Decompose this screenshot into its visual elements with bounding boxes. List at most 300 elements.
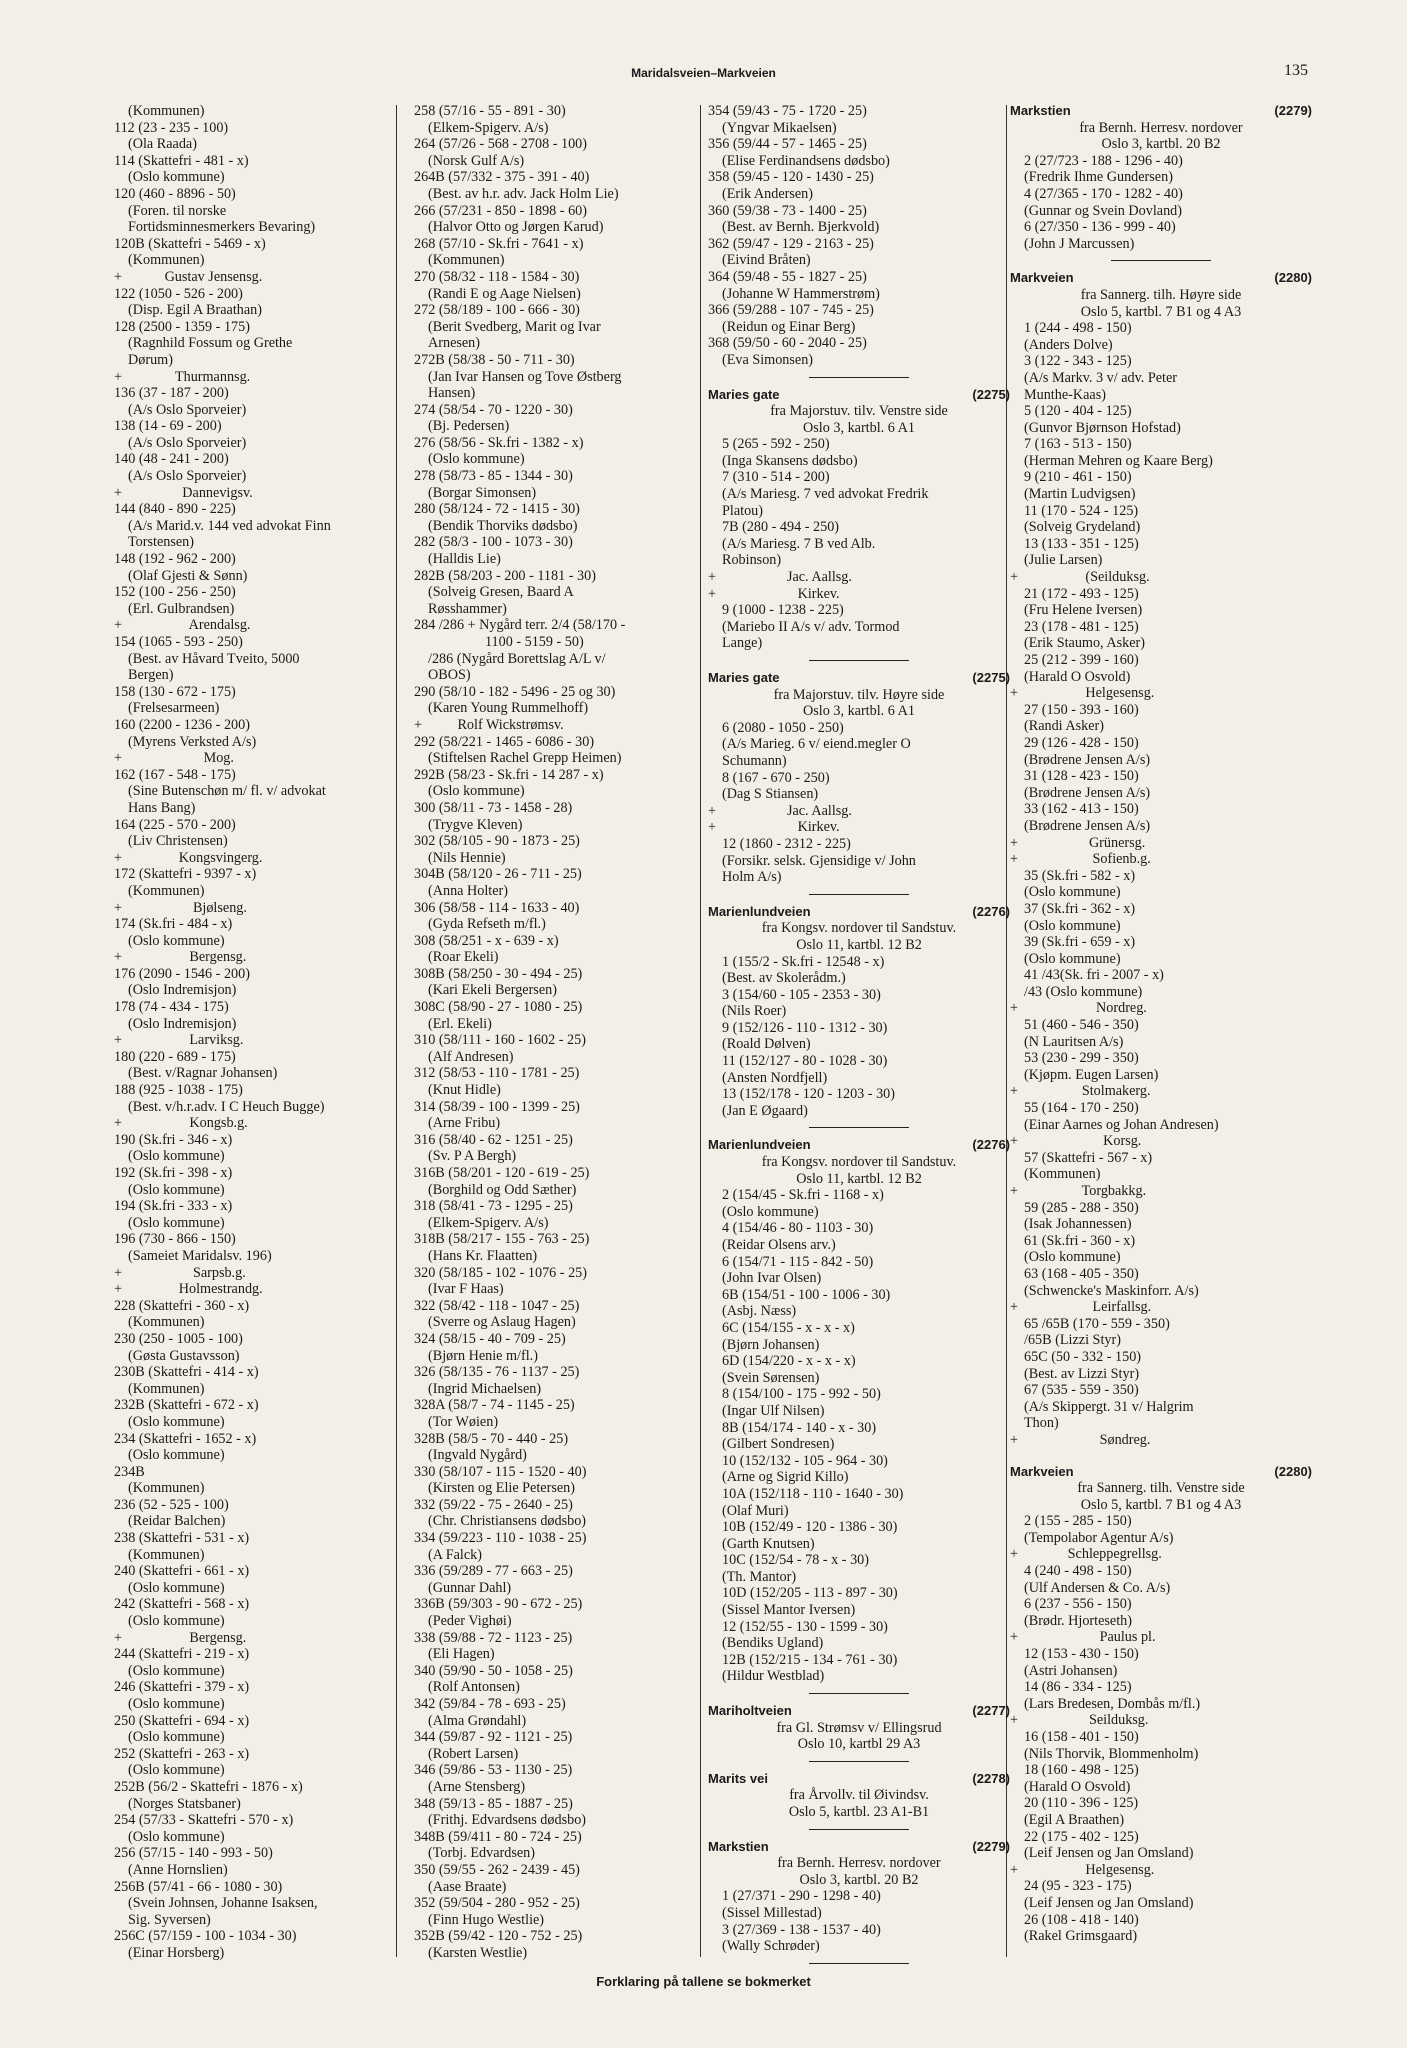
address-entry: 328B (58/5 - 70 - 440 - 25) bbox=[414, 1430, 569, 1447]
street-name: Marienlundveien bbox=[708, 1137, 811, 1153]
address-entry: 164 (225 - 570 - 200) bbox=[114, 816, 236, 833]
street-description: Oslo 3, kartbl. 6 A1 bbox=[803, 703, 915, 720]
street-heading bbox=[708, 904, 1010, 921]
section-separator bbox=[809, 377, 909, 378]
directory-columns bbox=[114, 103, 1312, 1963]
address-entry: 362 (59/47 - 129 - 2163 - 25) bbox=[708, 235, 874, 252]
street-description: Oslo 3, kartbl. 6 A1 bbox=[803, 419, 915, 436]
cross-street-marker: + Jac. Aallsg. bbox=[708, 802, 852, 819]
address-entry: 334 (59/223 - 110 - 1038 - 25) bbox=[414, 1530, 587, 1547]
owner-entry: (Kommunen) bbox=[128, 1546, 205, 1563]
cross-street-marker: + Helgesensg. bbox=[1010, 685, 1155, 702]
owner-entry: (Olaf Muri) bbox=[722, 1502, 789, 1519]
address-entry: 344 (59/87 - 92 - 1121 - 25) bbox=[414, 1729, 573, 1746]
owner-entry: (Kommunen) bbox=[128, 1314, 205, 1331]
address-entry: 330 (58/107 - 115 - 1520 - 40) bbox=[414, 1463, 587, 1480]
address-entry: 314 (58/39 - 100 - 1399 - 25) bbox=[414, 1098, 580, 1115]
owner-entry: 65 /65B (170 - 559 - 350) bbox=[1024, 1315, 1170, 1332]
owner-entry: 6 (154/71 - 115 - 842 - 50) bbox=[722, 1253, 874, 1270]
street-description: fra Gl. Strømsv v/ Ellingsrud bbox=[776, 1719, 942, 1736]
owner-entry: (Th. Mantor) bbox=[722, 1568, 797, 1585]
owner-entry: (Leif Jensen og Jan Omsland) bbox=[1024, 1894, 1194, 1911]
owner-entry: 5 (265 - 592 - 250) bbox=[722, 436, 830, 453]
address-entry: 282B (58/203 - 200 - 1181 - 30) bbox=[414, 567, 596, 584]
owner-entry: (Ragnhild Fossum og Grethe bbox=[128, 335, 293, 352]
owner-entry: 10C (152/54 - 78 - x - 30) bbox=[722, 1552, 869, 1569]
address-entry: 306 (58/58 - 114 - 1633 - 40) bbox=[414, 899, 580, 916]
owner-entry: (Anna Holter) bbox=[428, 882, 508, 899]
section-separator bbox=[1111, 260, 1211, 261]
owner-entry: (Oslo Indremisjon) bbox=[128, 982, 237, 999]
owner-entry: (Julie Larsen) bbox=[1024, 552, 1103, 569]
owner-entry: 7 (163 - 513 - 150) bbox=[1024, 436, 1132, 453]
owner-entry: (John Ivar Olsen) bbox=[722, 1270, 822, 1287]
section-separator bbox=[809, 1963, 909, 1964]
address-entry: 256 (57/15 - 140 - 993 - 50) bbox=[114, 1845, 273, 1862]
address-entry: 312 (58/53 - 110 - 1781 - 25) bbox=[414, 1065, 580, 1082]
owner-entry: (Tor Wøien) bbox=[428, 1413, 499, 1430]
address-entry: 350 (59/55 - 262 - 2439 - 45) bbox=[414, 1861, 580, 1878]
owner-entry: (Robert Larsen) bbox=[428, 1745, 519, 1762]
address-entry: 342 (59/84 - 78 - 693 - 25) bbox=[414, 1696, 566, 1712]
section-separator bbox=[809, 894, 909, 895]
owner-entry: 13 (152/178 - 120 - 1203 - 30) bbox=[722, 1086, 895, 1103]
street-heading bbox=[1010, 103, 1312, 120]
owner-entry: 2 (27/723 - 188 - 1296 - 40) bbox=[1024, 152, 1183, 169]
owner-entry: (Gunvor Bjørnson Hofstad) bbox=[1024, 419, 1181, 436]
owner-entry: (Eivind Bråten) bbox=[722, 252, 811, 269]
owner-entry: (Sissel Millestad) bbox=[722, 1904, 822, 1921]
owner-entry: 20 (110 - 396 - 125) bbox=[1024, 1795, 1139, 1812]
address-entry: 348 (59/13 - 85 - 1887 - 25) bbox=[414, 1795, 573, 1812]
cross-street-marker: + Leirfallsg. bbox=[1010, 1299, 1152, 1316]
owner-entry: Robinson) bbox=[722, 552, 782, 569]
address-entry: 250 (Skattefri - 694 - x) bbox=[114, 1712, 250, 1729]
cross-street-marker: + Helgesensg. bbox=[1010, 1861, 1155, 1878]
owner-entry: 6B (154/51 - 100 - 1006 - 30) bbox=[722, 1286, 891, 1303]
address-entry: 272 (58/189 - 100 - 666 - 30) bbox=[414, 302, 580, 319]
owner-entry: 41 /43(Sk. fri - 2007 - x) bbox=[1024, 967, 1164, 984]
cross-street-marker: + Rolf Wickstrømsv. bbox=[414, 716, 564, 733]
owner-entry: 6 (27/350 - 136 - 999 - 40) bbox=[1024, 219, 1176, 236]
owner-entry: 27 (150 - 393 - 160) bbox=[1024, 701, 1139, 718]
owner-entry: 16 (158 - 401 - 150) bbox=[1024, 1729, 1139, 1745]
owner-entry: (Alf Andresen) bbox=[428, 1048, 514, 1065]
owner-entry: (Borghild og Odd Sæther) bbox=[428, 1181, 577, 1198]
owner-entry: (Arne Fribu) bbox=[428, 1115, 501, 1132]
address-entry: 348B (59/411 - 80 - 724 - 25) bbox=[414, 1828, 582, 1845]
address-entry: 346 (59/86 - 53 - 1130 - 25) bbox=[414, 1762, 573, 1779]
street-heading bbox=[1010, 270, 1312, 287]
owner-entry: (Ingrid Michaelsen) bbox=[428, 1380, 542, 1397]
street-description: fra Sannerg. tilh. Venstre side bbox=[1077, 1480, 1245, 1497]
owner-entry: (Mariebo II A/s v/ adv. Tormod bbox=[722, 618, 900, 635]
street-code: (2275) bbox=[972, 670, 1010, 685]
address-entry: 180 (220 - 689 - 175) bbox=[114, 1048, 236, 1065]
owner-entry: (Karsten Westlie) bbox=[428, 1944, 528, 1961]
owner-entry: (Sameiet Maridalsv. 196) bbox=[128, 1247, 272, 1264]
owner-entry: (Sissel Mantor Iversen) bbox=[722, 1602, 856, 1619]
owner-entry: (Leif Jensen og Jan Omsland) bbox=[1024, 1845, 1194, 1862]
owner-entry: (Oslo kommune) bbox=[128, 1828, 225, 1845]
street-description: fra Sannerg. tilh. Høyre side bbox=[1080, 286, 1242, 303]
owner-entry: (Best. av Lizzi Styr) bbox=[1024, 1365, 1140, 1382]
owner-entry: (Ola Raada) bbox=[128, 136, 197, 153]
address-entry: 336 (59/289 - 77 - 663 - 25) bbox=[414, 1563, 573, 1580]
street-description: fra Kongsv. nordover til Sandstuv. bbox=[761, 920, 957, 937]
owner-entry: (Svein Johnsen, Johanne Isaksen, bbox=[128, 1895, 318, 1912]
column-divider bbox=[396, 105, 397, 1957]
owner-entry: (Oslo kommune) bbox=[128, 932, 225, 949]
address-entry: 154 (1065 - 593 - 250) bbox=[114, 634, 243, 650]
owner-entry: 8B (154/174 - 140 - x - 30) bbox=[722, 1419, 877, 1436]
owner-entry: 21 (172 - 493 - 125) bbox=[1024, 585, 1139, 602]
owner-entry: (A/s Mariesg. 7 B ved Alb. bbox=[722, 535, 876, 552]
owner-entry: 6 (2080 - 1050 - 250) bbox=[722, 719, 844, 736]
owner-entry: (Oslo kommune) bbox=[128, 1579, 225, 1596]
owner-entry: (Astri Johansen) bbox=[1024, 1662, 1118, 1679]
owner-entry: (Sv. P A Bergh) bbox=[428, 1148, 517, 1165]
owner-entry: (Foren. til norske bbox=[128, 202, 227, 219]
cross-street-marker: + Arendalsg. bbox=[114, 617, 251, 634]
address-entry: 192 (Sk.fri - 398 - x) bbox=[114, 1165, 233, 1181]
street-code: (2278) bbox=[972, 1770, 1010, 1786]
street-heading bbox=[708, 1703, 1010, 1720]
cross-street-marker: + Larviksg. bbox=[114, 1032, 244, 1049]
owner-entry: (Anne Hornslien) bbox=[128, 1861, 228, 1878]
owner-entry: 3 (154/60 - 105 - 2353 - 30) bbox=[722, 986, 881, 1003]
owner-entry: 55 (164 - 170 - 250) bbox=[1024, 1100, 1139, 1117]
street-description: fra Årvollv. til Øivindsv. bbox=[789, 1787, 929, 1804]
street-code: (2280) bbox=[1274, 270, 1312, 286]
owner-entry: (Fru Helene Iversen) bbox=[1024, 602, 1143, 619]
cross-street-marker: + (Seilduksg. bbox=[1010, 569, 1150, 586]
owner-entry: (A/s Markv. 3 v/ adv. Peter bbox=[1024, 369, 1178, 386]
column-4 bbox=[1010, 103, 1312, 1945]
owner-entry: (Sverre og Aslaug Hagen) bbox=[428, 1314, 576, 1331]
owner-entry: (Roar Ekeli) bbox=[428, 949, 499, 966]
owner-entry: (Inga Skansens dødsbo) bbox=[722, 452, 858, 469]
owner-entry: (Roald Dølven) bbox=[722, 1036, 811, 1053]
owner-entry: 8 (167 - 670 - 250) bbox=[722, 769, 830, 786]
address-entry: 234 (Skattefri - 1652 - x) bbox=[114, 1430, 257, 1447]
owner-entry: (Rolf Antonsen) bbox=[428, 1679, 520, 1696]
street-code: (2277) bbox=[972, 1703, 1010, 1719]
street-name: Marits vei bbox=[708, 1770, 768, 1786]
owner-entry: (Kirsten og Elie Petersen) bbox=[428, 1480, 575, 1497]
street-name: Markstien bbox=[1010, 103, 1071, 118]
section-separator bbox=[809, 1693, 909, 1694]
address-entry: 292B (58/23 - Sk.fri - 14 287 - x) bbox=[414, 766, 604, 783]
section-gap bbox=[1010, 1449, 1312, 1464]
section-separator bbox=[809, 1761, 909, 1762]
owner-entry: 12 (153 - 430 - 150) bbox=[1024, 1646, 1139, 1663]
owner-entry: 5 (120 - 404 - 125) bbox=[1024, 403, 1132, 420]
address-entry: 320 (58/185 - 102 - 1076 - 25) bbox=[414, 1264, 587, 1281]
address-entry: 188 (925 - 1038 - 175) bbox=[114, 1082, 243, 1099]
owner-entry: (Best. av h.r. adv. Jack Holm Lie) bbox=[428, 185, 619, 202]
owner-entry: Torstensen) bbox=[128, 534, 194, 551]
owner-entry: (Gyda Refseth m/fl.) bbox=[428, 916, 546, 933]
owner-entry: 4 (240 - 498 - 150) bbox=[1024, 1563, 1132, 1580]
owner-entry: Schumann) bbox=[722, 752, 787, 769]
address-entry: 178 (74 - 434 - 175) bbox=[114, 999, 229, 1016]
column-3 bbox=[708, 103, 1010, 1973]
owner-entry: (Anders Dolve) bbox=[1024, 336, 1113, 353]
owner-entry: (Gunnar og Svein Dovland) bbox=[1024, 202, 1183, 219]
owner-entry: OBOS) bbox=[428, 667, 471, 684]
owner-entry: 22 (175 - 402 - 125) bbox=[1024, 1828, 1139, 1845]
address-entry: 176 (2090 - 1546 - 200) bbox=[114, 965, 250, 982]
address-entry: 252B (56/2 - Skattefri - 1876 - x) bbox=[114, 1778, 303, 1795]
owner-entry: 7 (310 - 514 - 200) bbox=[722, 469, 830, 486]
owner-entry: (Oslo kommune) bbox=[128, 169, 225, 186]
owner-entry: Munthe-Kaas) bbox=[1024, 386, 1106, 403]
address-entry: 266 (57/231 - 850 - 1898 - 60) bbox=[414, 202, 587, 219]
owner-entry: Sig. Syversen) bbox=[128, 1911, 211, 1928]
owner-entry: (Oslo kommune) bbox=[128, 1729, 225, 1746]
owner-entry: (Norges Statsbaner) bbox=[128, 1795, 241, 1812]
cross-street-marker: + Schleppegrellsg. bbox=[1010, 1546, 1162, 1563]
owner-entry: (Dag S Stiansen) bbox=[722, 786, 819, 803]
owner-entry: 2 (155 - 285 - 150) bbox=[1024, 1513, 1132, 1530]
owner-entry: (Fredrik Ihme Gundersen) bbox=[1024, 169, 1173, 186]
street-name: Marienlundveien bbox=[708, 903, 811, 919]
owner-entry: (Best. v/Ragnar Johansen) bbox=[128, 1065, 278, 1082]
owner-entry: 14 (86 - 334 - 125) bbox=[1024, 1679, 1132, 1696]
address-entry: 232B (Skattefri - 672 - x) bbox=[114, 1397, 259, 1414]
owner-entry: (Gunnar Dahl) bbox=[428, 1579, 512, 1596]
owner-entry: (Oslo kommune) bbox=[128, 1413, 225, 1430]
owner-entry: (Oslo kommune) bbox=[128, 1762, 225, 1779]
owner-entry: Hans Bang) bbox=[128, 799, 196, 816]
owner-entry: (Kommunen) bbox=[128, 1480, 205, 1497]
owner-entry: (Eli Hagen) bbox=[428, 1646, 495, 1663]
street-description: Oslo 5, kartbl. 7 B1 og 4 A3 bbox=[1080, 303, 1242, 320]
owner-entry: (Oslo kommune) bbox=[128, 1662, 225, 1679]
address-entry: 128 (2500 - 1359 - 175) bbox=[114, 318, 250, 335]
owner-entry: (Jan E Øgaard) bbox=[722, 1102, 808, 1119]
owner-entry: (Best. av Håvard Tveito, 5000 bbox=[128, 650, 300, 667]
cross-street-marker: + Sarpsb.g. bbox=[114, 1264, 246, 1281]
address-entry: 238 (Skattefri - 531 - x) bbox=[114, 1530, 250, 1547]
address-entry: 190 (Sk.fri - 346 - x) bbox=[114, 1131, 233, 1148]
cross-street-marker: + Korsg. bbox=[1010, 1133, 1142, 1150]
street-heading bbox=[1010, 1464, 1312, 1481]
owner-entry: (Olaf Gjesti & Sønn) bbox=[128, 567, 248, 584]
cross-street-marker: + Mog. bbox=[114, 750, 234, 767]
cross-street-marker: + Kirkev. bbox=[708, 819, 840, 836]
owner-entry: (Oslo kommune) bbox=[428, 451, 525, 468]
cross-street-marker: + Seilduksg. bbox=[1010, 1712, 1149, 1729]
address-entry: 240 (Skattefri - 661 - x) bbox=[114, 1563, 250, 1580]
page-header bbox=[0, 62, 1407, 84]
owner-entry: (Norsk Gulf A/s) bbox=[428, 152, 525, 169]
street-code: (2279) bbox=[972, 1838, 1010, 1854]
owner-entry: (A/s Skippergt. 31 v/ Halgrim bbox=[1024, 1398, 1194, 1415]
owner-entry: Dørum) bbox=[128, 351, 173, 368]
owner-entry: 11 (152/127 - 80 - 1028 - 30) bbox=[722, 1053, 888, 1070]
address-entry: 368 (59/50 - 60 - 2040 - 25) bbox=[708, 335, 867, 352]
section-separator bbox=[809, 1127, 909, 1128]
address-entry: 324 (58/15 - 40 - 709 - 25) bbox=[414, 1330, 566, 1347]
address-entry: 336B (59/303 - 90 - 672 - 25) bbox=[414, 1596, 583, 1613]
address-entry: 236 (52 - 525 - 100) bbox=[114, 1496, 229, 1513]
address-entry: 270 (58/32 - 118 - 1584 - 30) bbox=[414, 268, 580, 285]
owner-entry: (Aase Braate) bbox=[428, 1878, 507, 1895]
owner-entry: (Kommunen) bbox=[428, 252, 505, 269]
address-entry: 352 (59/504 - 280 - 952 - 25) bbox=[414, 1895, 580, 1912]
owner-entry: (Reidar Balchen) bbox=[128, 1513, 226, 1530]
address-entry: 276 (58/56 - Sk.fri - 1382 - x) bbox=[414, 434, 584, 451]
owner-entry: 9 (152/126 - 110 - 1312 - 30) bbox=[722, 1019, 888, 1036]
owner-entry: Thon) bbox=[1024, 1415, 1059, 1432]
owner-entry: /286 (Nygård Borettslag A/L v/ bbox=[428, 650, 606, 667]
street-code: (2276) bbox=[972, 1137, 1010, 1153]
owner-entry: Hansen) bbox=[428, 385, 476, 402]
address-entry: 280 (58/124 - 72 - 1415 - 30) bbox=[414, 501, 580, 518]
address-entry: 316B (58/201 - 120 - 619 - 25) bbox=[414, 1165, 590, 1181]
cross-street-marker: + Sofienb.g. bbox=[1010, 851, 1151, 868]
address-entry: 316 (58/40 - 62 - 1251 - 25) bbox=[414, 1131, 573, 1148]
owner-entry: (Elkem-Spigerv. A/s) bbox=[428, 1214, 549, 1231]
owner-entry: 1 (155/2 - Sk.fri - 12548 - x) bbox=[722, 953, 885, 970]
owner-entry: (Reidar Olsens arv.) bbox=[722, 1237, 836, 1253]
owner-entry: (Brødrene Jensen A/s) bbox=[1024, 784, 1151, 801]
cross-street-marker: + Holmestrandg. bbox=[114, 1281, 263, 1298]
running-header-title: Maridalsveien–Markveien bbox=[631, 66, 776, 80]
address-entry: 308 (58/251 - x - 639 - x) bbox=[414, 932, 559, 949]
owner-entry: (Alma Grøndahl) bbox=[428, 1712, 527, 1729]
column-2 bbox=[414, 103, 704, 1962]
street-heading bbox=[708, 1137, 1010, 1154]
owner-entry: (Karen Young Rummelhoff) bbox=[428, 700, 589, 717]
owner-entry: (Ingar Ulf Nilsen) bbox=[722, 1402, 825, 1419]
street-description: fra Majorstuv. tilv. Høyre side bbox=[773, 686, 945, 703]
address-entry: 160 (2200 - 1236 - 200) bbox=[114, 716, 250, 733]
cross-street-marker: + Torgbakkg. bbox=[1010, 1183, 1147, 1199]
owner-entry: 4 (154/46 - 80 - 1103 - 30) bbox=[722, 1220, 874, 1237]
owner-entry: 10 (152/132 - 105 - 964 - 30) bbox=[722, 1452, 888, 1469]
owner-entry: 3 (27/369 - 138 - 1537 - 40) bbox=[722, 1921, 881, 1938]
owner-entry: (Oslo kommune) bbox=[1024, 1249, 1121, 1266]
owner-entry: 9 (210 - 461 - 150) bbox=[1024, 469, 1132, 486]
owner-entry: (Eva Simonsen) bbox=[722, 351, 814, 368]
address-entry: 322 (58/42 - 118 - 1047 - 25) bbox=[414, 1297, 580, 1314]
owner-entry: 8 (154/100 - 175 - 992 - 50) bbox=[722, 1386, 881, 1403]
owner-entry: 10D (152/205 - 113 - 897 - 30) bbox=[722, 1585, 898, 1602]
owner-entry: (Harald O Osvold) bbox=[1024, 668, 1131, 685]
owner-entry: (Brødr. Hjorteseth) bbox=[1024, 1612, 1132, 1629]
address-entry: 120B (Skattefri - 5469 - x) bbox=[114, 235, 266, 252]
address-entry: 158 (130 - 672 - 175) bbox=[114, 683, 236, 700]
address-entry: 310 (58/111 - 160 - 1602 - 25) bbox=[414, 1032, 586, 1049]
owner-entry: (Solveig Grydeland) bbox=[1024, 519, 1141, 536]
address-entry: 352B (59/42 - 120 - 752 - 25) bbox=[414, 1928, 583, 1945]
address-entry: 152 (100 - 256 - 250) bbox=[114, 584, 236, 601]
owner-entry: (Brødrene Jensen A/s) bbox=[1024, 751, 1151, 768]
address-entry: 242 (Skattefri - 568 - x) bbox=[114, 1596, 250, 1613]
address-entry: 264B (57/332 - 375 - 391 - 40) bbox=[414, 169, 590, 186]
street-description: Oslo 10, kartbl 29 A3 bbox=[797, 1736, 921, 1753]
street-description: fra Bernh. Herresv. nordover bbox=[1079, 119, 1243, 136]
street-code: (2276) bbox=[972, 903, 1010, 919]
owner-entry: (Liv Christensen) bbox=[128, 833, 228, 850]
owner-entry: Lange) bbox=[722, 635, 763, 652]
address-entry: 354 (59/43 - 75 - 1720 - 25) bbox=[708, 103, 867, 119]
cross-street-marker: + Kongsb.g. bbox=[114, 1115, 248, 1132]
owner-entry: (Ingvald Nygård) bbox=[428, 1447, 527, 1464]
street-name: Markstien bbox=[708, 1838, 769, 1854]
owner-entry: (Bj. Pedersen) bbox=[428, 418, 510, 435]
owner-entry: 12B (152/215 - 134 - 761 - 30) bbox=[722, 1651, 898, 1668]
owner-entry: (Borgar Simonsen) bbox=[428, 484, 537, 501]
owner-entry: (A/s Marid.v. 144 ved advokat Finn bbox=[128, 517, 331, 534]
address-entry: 272B (58/38 - 50 - 711 - 30) bbox=[414, 351, 575, 368]
owner-entry: (Schwencke's Maskinforr. A/s) bbox=[1024, 1282, 1199, 1299]
owner-entry: 31 (128 - 423 - 150) bbox=[1024, 768, 1139, 785]
owner-entry: (Best. av Bernh. Bjerkvold) bbox=[722, 219, 880, 236]
owner-entry: (Wally Schrøder) bbox=[722, 1938, 820, 1955]
address-entry: 256C (57/159 - 100 - 1034 - 30) bbox=[114, 1928, 297, 1945]
section-separator bbox=[809, 1829, 909, 1830]
owner-entry: (Oslo Indremisjon) bbox=[128, 1015, 237, 1032]
owner-entry: (Torbj. Edvardsen) bbox=[428, 1845, 535, 1862]
address-entry: 358 (59/45 - 120 - 1430 - 25) bbox=[708, 169, 874, 186]
owner-entry: (Johanne W Hammerstrøm) bbox=[722, 285, 880, 302]
street-name: Maries gate bbox=[708, 386, 780, 402]
owner-entry: 6C (154/155 - x - x - x) bbox=[722, 1319, 855, 1336]
street-description: Oslo 3, kartbl. 20 B2 bbox=[1101, 136, 1221, 153]
street-code: (2279) bbox=[1274, 103, 1312, 118]
owner-entry: (Oslo kommune) bbox=[428, 783, 525, 800]
address-entry: 244 (Skattefri - 219 - x) bbox=[114, 1646, 250, 1663]
cross-street-marker: + Nordreg. bbox=[1010, 1000, 1147, 1017]
owner-entry: 1 (27/371 - 290 - 1298 - 40) bbox=[722, 1888, 881, 1905]
address-entry: 268 (57/10 - Sk.fri - 7641 - x) bbox=[414, 235, 584, 252]
address-entry: 252 (Skattefri - 263 - x) bbox=[114, 1745, 250, 1762]
address-entry: 308C (58/90 - 27 - 1080 - 25) bbox=[414, 999, 583, 1016]
address-entry: 246 (Skattefri - 379 - x) bbox=[114, 1679, 250, 1696]
address-entry: 284 /286 + Nygård terr. 2/4 (58/170 - bbox=[414, 617, 626, 634]
owner-entry: 35 (Sk.fri - 582 - x) bbox=[1024, 867, 1136, 884]
owner-entry: (Bjørn Henie m/fl.) bbox=[428, 1347, 538, 1364]
address-entry: 228 (Skattefri - 360 - x) bbox=[114, 1297, 250, 1314]
address-entry: 366 (59/288 - 107 - 745 - 25) bbox=[708, 302, 874, 319]
owner-entry: 18 (160 - 498 - 125) bbox=[1024, 1762, 1139, 1779]
street-description: fra Bernh. Herresv. nordover bbox=[777, 1855, 941, 1872]
owner-entry: (Randi E og Aage Nielsen) bbox=[428, 285, 581, 302]
address-entry: 264 (57/26 - 568 - 2708 - 100) bbox=[414, 136, 587, 153]
street-description: Oslo 11, kartbl. 12 B2 bbox=[796, 936, 922, 953]
address-entry: 120 (460 - 8896 - 50) bbox=[114, 185, 236, 202]
owner-entry: 24 (95 - 323 - 175) bbox=[1024, 1878, 1132, 1895]
owner-entry: 61 (Sk.fri - 360 - x) bbox=[1024, 1232, 1136, 1249]
owner-entry: (Peder Vighøi) bbox=[428, 1613, 512, 1630]
owner-entry: (Gilbert Sondresen) bbox=[722, 1436, 835, 1453]
address-entry: 122 (1050 - 526 - 200) bbox=[114, 285, 243, 302]
owner-entry: Bergen) bbox=[128, 667, 174, 684]
owner-entry: (Halldis Lie) bbox=[428, 551, 501, 568]
owner-entry: (Best. av Skolerådm.) bbox=[722, 970, 846, 987]
owner-entry: 39 (Sk.fri - 659 - x) bbox=[1024, 934, 1136, 951]
owner-entry: (Arne Stensberg) bbox=[428, 1778, 526, 1795]
address-entry: 174 (Sk.fri - 484 - x) bbox=[114, 916, 233, 933]
owner-entry: (A/s Oslo Sporveier) bbox=[128, 468, 247, 485]
street-name: Markveien bbox=[1010, 1463, 1074, 1479]
street-code: (2275) bbox=[972, 386, 1010, 402]
address-entry: 162 (167 - 548 - 175) bbox=[114, 766, 236, 783]
